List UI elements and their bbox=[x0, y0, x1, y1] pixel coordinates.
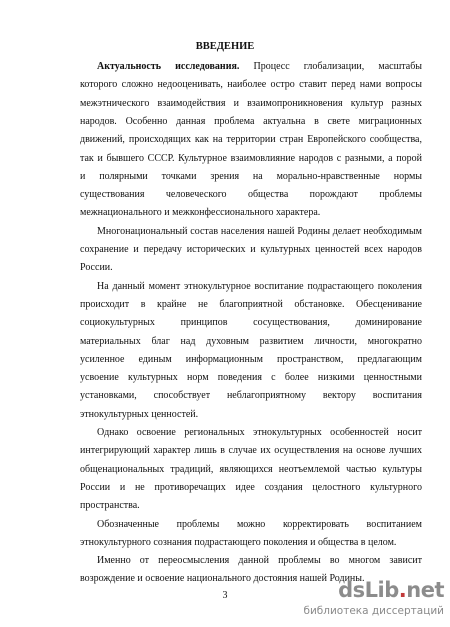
bold-lead: Актуальность исследования. bbox=[97, 61, 240, 72]
text-line bbox=[97, 518, 422, 532]
watermark-caption: библиотека диссертаций bbox=[303, 605, 444, 617]
text-line bbox=[97, 280, 422, 294]
text-line bbox=[80, 133, 422, 147]
line-text: Процесс глобализации, масштабы bbox=[239, 61, 422, 72]
text-line bbox=[80, 316, 422, 330]
text-line bbox=[80, 335, 422, 349]
text-line bbox=[80, 353, 422, 367]
line-text: усвоение культурных норм поведения с более низкими ценностными bbox=[80, 372, 422, 384]
text-line bbox=[80, 499, 422, 513]
line-text: которого сложно недооценивать, наиболее остро ставит перед нами вопросы bbox=[80, 79, 422, 91]
text-line bbox=[80, 536, 422, 550]
dslib-logo bbox=[338, 578, 444, 602]
line-text: общенациональных традиций, являющихся неотъемлемой частью культуры bbox=[80, 463, 422, 475]
line-text: межэтнического взаимодействия и взаимопроникновения культур разных bbox=[80, 97, 422, 109]
text-line bbox=[80, 463, 422, 477]
line-text: движений, происходящих как на территории стран Европейского сообщества, bbox=[80, 134, 422, 146]
line-text: так и бывшего СССР. Культурное взаимовлияние народов с разными, а порой bbox=[80, 152, 422, 164]
line-text: материальных благ над духовным развитием личности, многократно bbox=[80, 335, 422, 347]
line-text: Обозначенные проблемы можно корректировать воспитанием bbox=[97, 518, 422, 530]
text-line bbox=[80, 206, 422, 220]
line-text: интегрирующий характер лишь в случае их осуществления на основе лучших bbox=[80, 445, 422, 457]
line-text: существования человеческого общества порождают проблемы bbox=[80, 189, 422, 201]
text-line bbox=[80, 298, 422, 312]
line-text: России. bbox=[80, 262, 113, 274]
text-line bbox=[80, 444, 422, 458]
line-text: этнокультурного сознания подрастающего поколения и общества в целом. bbox=[80, 536, 397, 548]
text-line bbox=[97, 60, 422, 74]
line-text: межнационального и межконфессионального характера. bbox=[80, 207, 321, 219]
line-text: возрождение и освоение национального достояния нашей Родины. bbox=[80, 573, 365, 585]
text-line bbox=[80, 371, 422, 385]
text-line bbox=[80, 170, 422, 184]
logo-tld: net bbox=[406, 578, 444, 602]
text-line bbox=[80, 152, 422, 166]
line-text: России и не противоречащих идее создания целостного культурного bbox=[80, 481, 422, 493]
text-line bbox=[80, 389, 422, 403]
logo-dot: . bbox=[398, 578, 407, 602]
page-heading: ВВЕДЕНИЕ bbox=[195, 41, 255, 52]
line-text: На данный момент этнокультурное воспитание подрастающего поколения bbox=[97, 280, 422, 292]
logo-main: dsLib bbox=[338, 578, 399, 602]
line-text: происходит в крайне не благоприятной обстановке. Обесценивание bbox=[80, 298, 422, 310]
page-number: 3 bbox=[222, 590, 228, 601]
text-line bbox=[80, 481, 422, 495]
line-text: этнокультурных ценностей. bbox=[80, 408, 199, 420]
text-line bbox=[97, 554, 422, 568]
line-text: Многонациональный состав населения нашей Родины делает необходимым bbox=[97, 225, 422, 237]
text-line bbox=[97, 225, 422, 239]
line-text: пространства. bbox=[80, 500, 140, 512]
text-line bbox=[80, 261, 422, 275]
text-line bbox=[80, 78, 422, 92]
line-text: Именно от переосмысления данной проблемы во многом зависит bbox=[97, 555, 422, 567]
line-text: Однако освоение региональных этнокультурных особенностей носит bbox=[97, 427, 422, 438]
line-text: и полярными точками зрения на морально-нравственные нормы bbox=[80, 170, 422, 182]
text-line bbox=[80, 243, 422, 257]
text-line bbox=[80, 97, 422, 111]
line-text: установками, способствует неблагоприятному вектору воспитания bbox=[80, 390, 422, 402]
text-line bbox=[80, 115, 422, 129]
line-text: социокультурных принципов сосуществования, доминирование bbox=[80, 317, 422, 329]
line-text: усиленное единым информационным пространством, предлагающим bbox=[80, 353, 422, 365]
line-text: народов. Особенно данная проблема актуальна в свете миграционных bbox=[80, 115, 422, 127]
text-line bbox=[80, 408, 422, 422]
text-line bbox=[97, 426, 422, 440]
text-line bbox=[80, 188, 422, 202]
dslib-watermark[interactable] bbox=[303, 578, 446, 622]
line-text: сохранение и передачу исторических и культурных ценностей всех народов bbox=[80, 244, 422, 255]
